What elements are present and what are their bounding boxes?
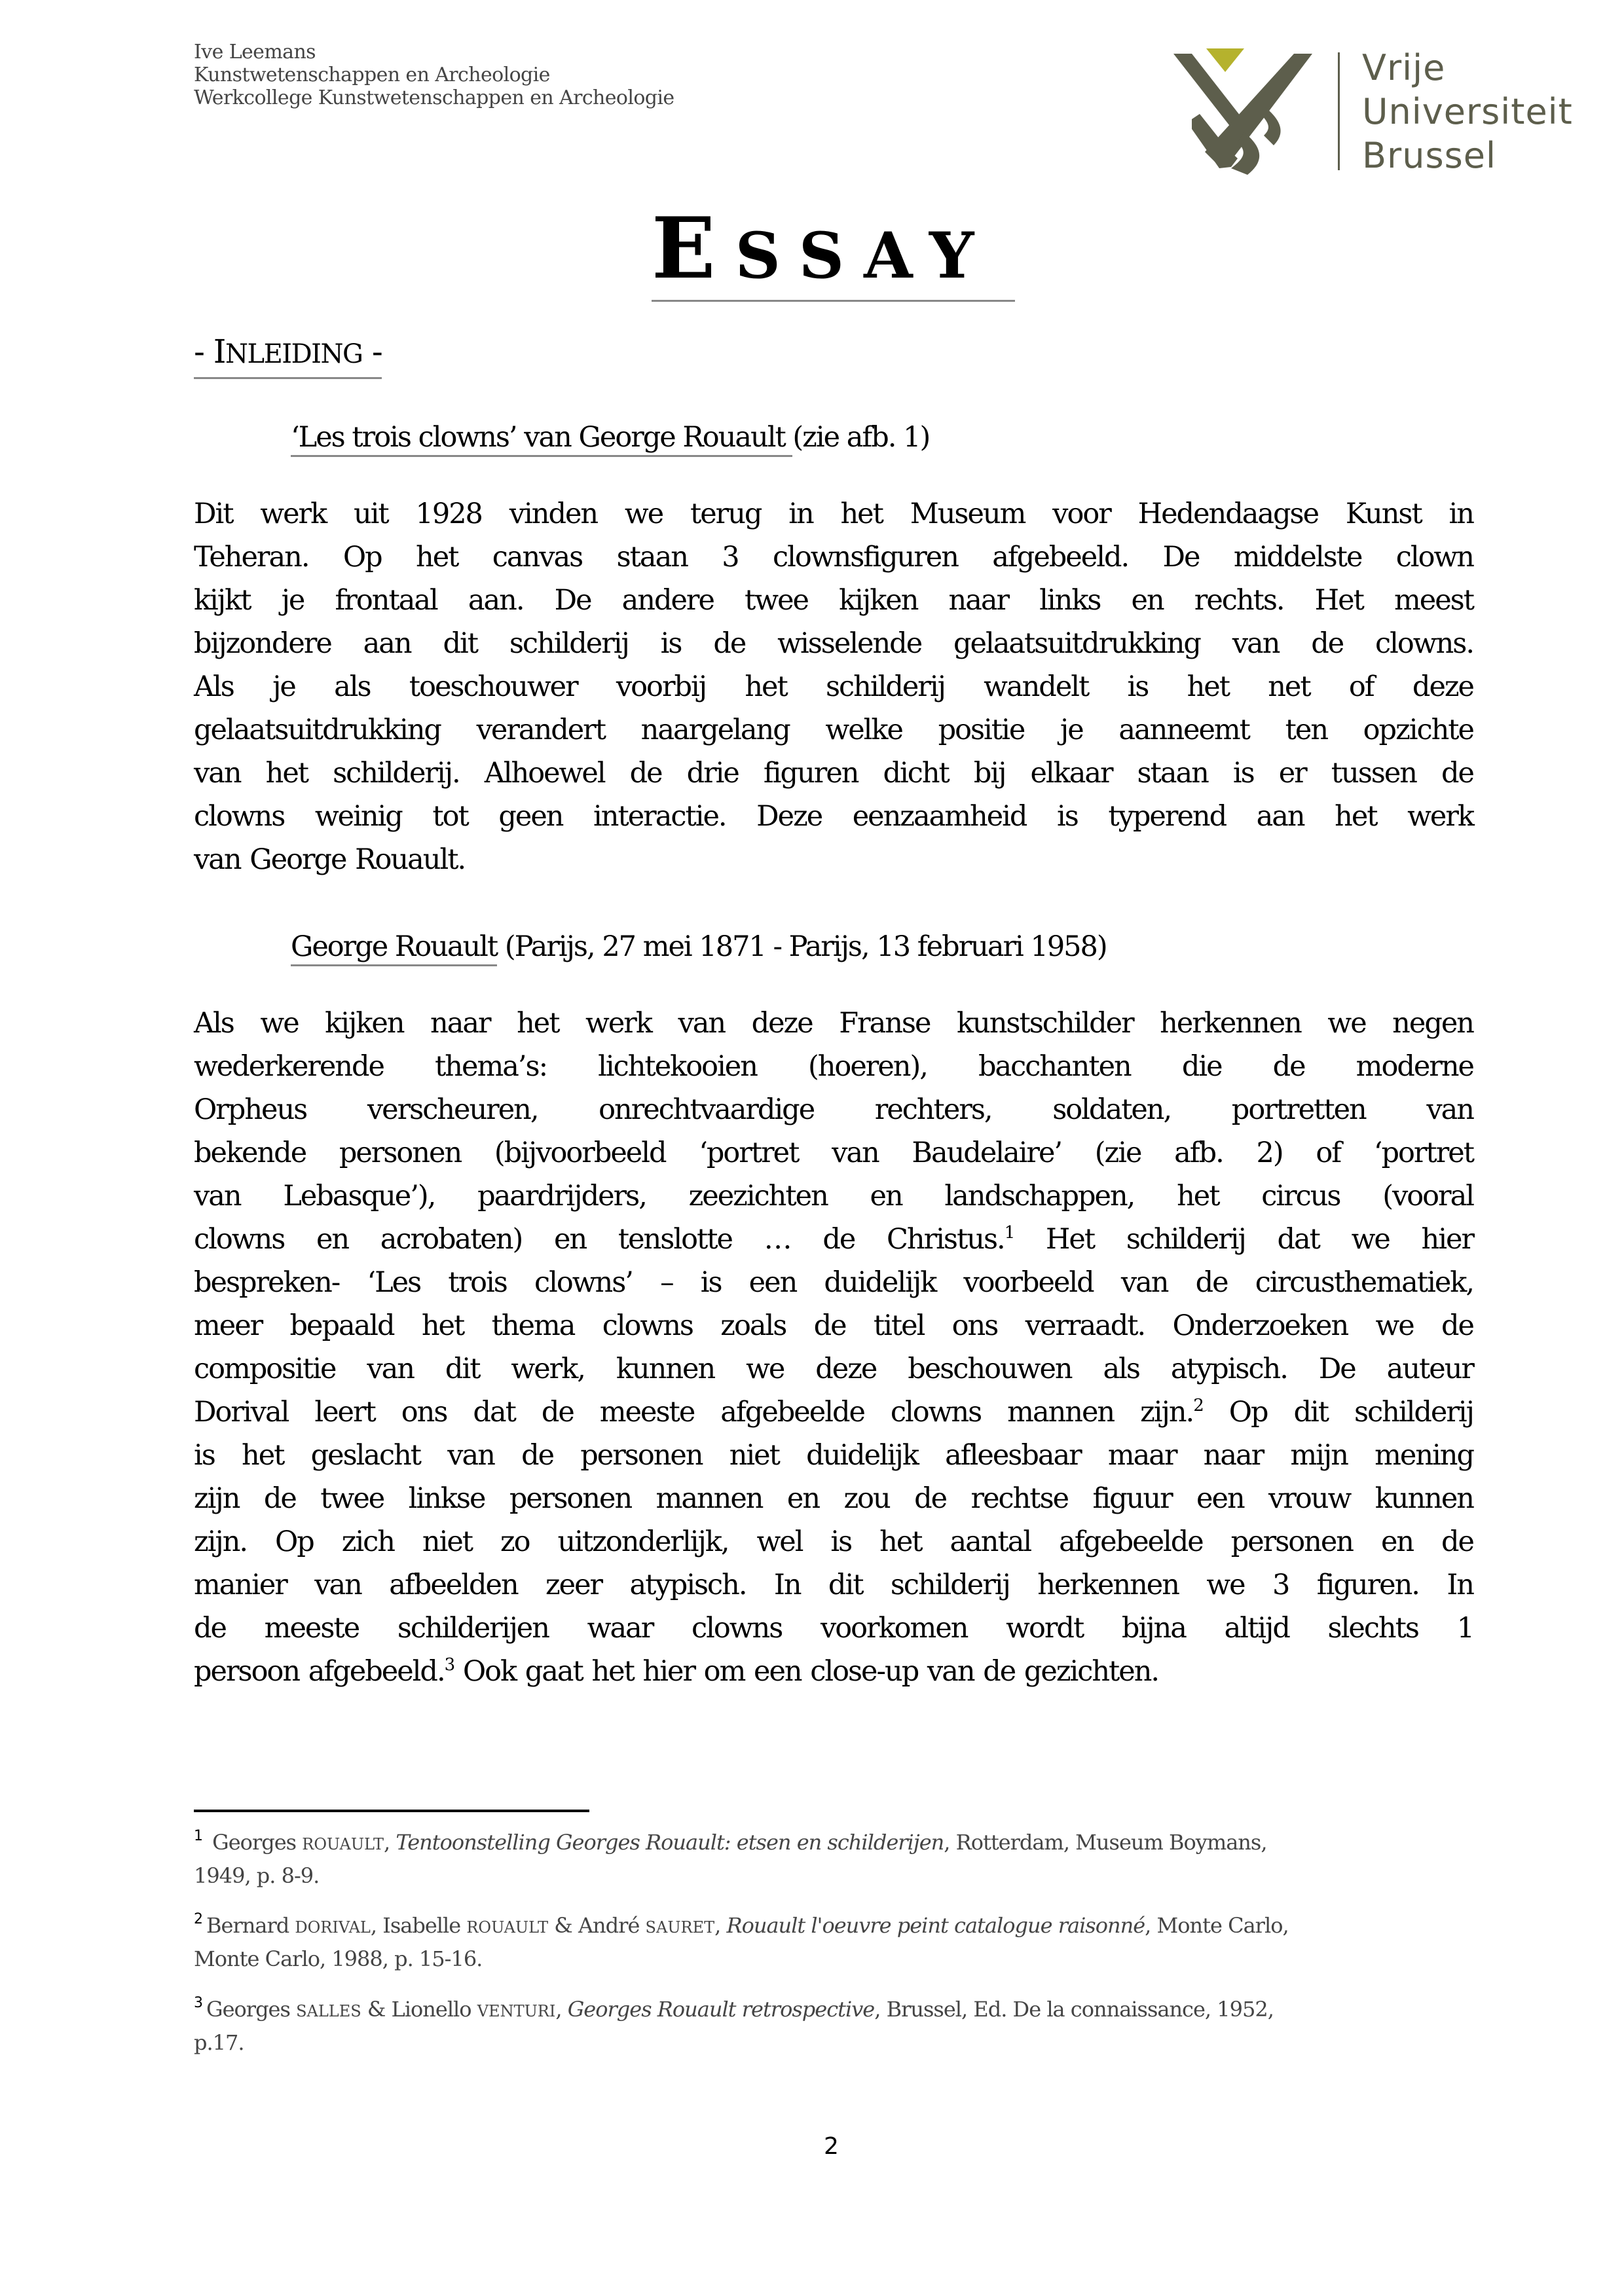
- section-heading-suffix: -: [362, 333, 382, 371]
- logo-divider: [1338, 52, 1340, 170]
- logo-line-universiteit: Universiteit: [1362, 91, 1573, 132]
- subheading-underlined: ‘Les trois clowns’ van George Rouault: [291, 421, 792, 457]
- footnote-line: p.17.: [194, 2030, 244, 2055]
- logo-wordmark: [1362, 46, 1573, 177]
- paragraph-line: de meeste schilderijen waar clowns voorkomen wordt bijna altijd slechts 1: [194, 1612, 1473, 1645]
- separator: ,: [714, 1913, 727, 1938]
- subheading-underlined: George Rouault: [291, 930, 497, 966]
- course-name: Werkcollege Kunstwetenschappen en Archeologie: [194, 86, 674, 109]
- page-title: [652, 200, 1015, 302]
- footnote-line: [194, 1994, 1477, 2027]
- footnote-line: Monte Carlo, 1988, p. 15-16.: [194, 1946, 483, 1971]
- publication-info: , Monte Carlo,: [1145, 1913, 1289, 1938]
- footnote-1: [194, 1827, 1477, 1891]
- author-last: ROUAULT: [302, 1835, 384, 1853]
- paragraph-line-with-note: [194, 1218, 1473, 1261]
- paragraph-line: meer bepaald het thema clowns zoals de titel ons verraadt. Onderzoeken we de: [194, 1309, 1473, 1342]
- line-text: Op dit schilderij: [1202, 1396, 1473, 1429]
- paragraph-line: is het geslacht van de personen niet duidelijk afleesbaar maar naar mijn mening: [194, 1439, 1473, 1472]
- subheading-rest: (zie afb. 1): [792, 421, 930, 454]
- section-heading-prefix: - I: [194, 333, 226, 371]
- work-title: Rouault l'oeuvre peint catalogue raisonné: [726, 1913, 1145, 1938]
- paragraph-line: zijn. Op zich niet zo uitzonderlijk, wel is het aantal afgebeelde personen en de: [194, 1525, 1473, 1558]
- footnote-number: 2: [194, 1911, 202, 1927]
- author-last: SALLES: [296, 2002, 361, 2020]
- author-last: DORIVAL: [295, 1918, 371, 1937]
- paragraph-line: bekende personen (bijvoorbeeld ‘portret van Baudelaire’ (zie afb. 2) of ‘portret: [194, 1137, 1473, 1169]
- paragraph-line: gelaatsuitdrukking verandert naargelang welke positie je aanneemt ten opzichte: [194, 714, 1473, 746]
- paragraph-line: wederkerende thema’s: lichtekooien (hoeren), bacchanten die de moderne: [194, 1050, 1473, 1083]
- paragraph-line: clowns weinig tot geen interactie. Deze eenzaamheid is typerend aan het werk: [194, 800, 1473, 833]
- work-title: Georges Rouault retrospective: [567, 1997, 875, 2022]
- subheading-george-rouault: [291, 928, 1107, 965]
- line-text: Het schilderij dat we hier: [1014, 1223, 1473, 1256]
- paragraph-line: Als we kijken naar het werk van deze Franse kunstschilder herkennen we negen: [194, 1007, 1473, 1040]
- paragraph-line-with-note: [194, 1650, 1473, 1693]
- author-first: Georges: [212, 1830, 303, 1855]
- footnote-separator: [194, 1810, 589, 1812]
- paragraph-line: compositie van dit werk, kunnen we deze beschouwen als atypisch. De auteur: [194, 1353, 1473, 1385]
- vub-logo-mark-icon: [1166, 41, 1323, 178]
- paragraph-line: van Lebasque’), paardrijders, zeezichten en landschappen, het circus (vooral: [194, 1180, 1473, 1212]
- line-text: Ook gaat het hier om een close-up van de gezichten.: [454, 1655, 1159, 1688]
- title-rest: SSAY: [735, 219, 994, 293]
- separator: ,: [384, 1830, 396, 1855]
- author-first: Bernard: [206, 1913, 295, 1938]
- title-first-letter: E: [652, 200, 735, 298]
- footnote-line: [194, 1827, 1477, 1860]
- section-heading-inleiding: [194, 331, 382, 379]
- footnote-number: 3: [194, 1995, 202, 2011]
- subheading-rest: (Parijs, 27 mei 1871 - Parijs, 13 februari 1958): [497, 930, 1107, 963]
- paragraph-line: bespreken- ‘Les trois clowns’ – is een duidelijk voorbeeld van de circusthematiek,: [194, 1266, 1473, 1299]
- footnote-2: [194, 1910, 1477, 1975]
- header-meta: [194, 41, 674, 109]
- author-first: & Lionello: [361, 1997, 477, 2022]
- subheading-les-trois-clowns: [291, 419, 929, 456]
- author-last: ROUAULT: [466, 1918, 549, 1937]
- paragraph-line: Teheran. Op het canvas staan 3 clownsfiguren afgebeeld. De middelste clown: [194, 541, 1473, 574]
- page-number: 2: [824, 2133, 839, 2160]
- separator: ,: [555, 1997, 568, 2022]
- paragraph-intro: [194, 492, 1473, 881]
- paragraph-line: manier van afbeelden zeer atypisch. In dit schilderij herkennen we 3 figuren. In: [194, 1569, 1473, 1601]
- line-text: persoon afgebeeld.: [194, 1655, 445, 1688]
- department: Kunstwetenschappen en Archeologie: [194, 64, 550, 86]
- footnote-ref-2[interactable]: 2: [1193, 1396, 1203, 1415]
- paragraph-line: Orpheus verscheuren, onrechtvaardige rechters, soldaten, portretten van: [194, 1093, 1473, 1126]
- paragraph-line: zijn de twee linkse personen mannen en zou de rechtse figuur een vrouw kunnen: [194, 1482, 1473, 1515]
- line-text: clowns en acrobaten) en tenslotte … de Christus.: [194, 1223, 1005, 1256]
- footnote-number: 1: [194, 1828, 202, 1844]
- publication-info: , Rotterdam, Museum Boymans,: [944, 1830, 1267, 1855]
- footnote-ref-1[interactable]: 1: [1004, 1223, 1014, 1243]
- author-first: & André: [548, 1913, 646, 1938]
- author-name: Ive Leemans: [194, 41, 316, 64]
- paragraph-line: van George Rouault.: [194, 843, 466, 876]
- footnote-line: [194, 1910, 1477, 1943]
- logo-line-vrije: Vrije: [1362, 47, 1446, 88]
- paragraph-line: Dit werk uit 1928 vinden we terug in het Museum voor Hedendaagse Kunst in: [194, 498, 1473, 530]
- footnote-ref-3[interactable]: 3: [444, 1655, 454, 1675]
- logo-line-brussel: Brussel: [1362, 135, 1496, 176]
- work-title: Tentoonstelling Georges Rouault: etsen en schilderijen: [396, 1830, 944, 1855]
- author-first: , Isabelle: [370, 1913, 467, 1938]
- paragraph-line: Als je als toeschouwer voorbij het schilderij wandelt is het net of deze: [194, 670, 1473, 703]
- paragraph-themes: [194, 1002, 1473, 1693]
- author-last: VENTURI: [477, 2002, 556, 2020]
- footnote-line: 1949, p. 8-9.: [194, 1863, 320, 1888]
- paragraph-line: bijzondere aan dit schilderij is de wisselende gelaatsuitdrukking van de clowns.: [194, 627, 1473, 660]
- publication-info: , Brussel, Ed. De la connaissance, 1952,: [874, 1997, 1274, 2022]
- author-first: Georges: [206, 1997, 297, 2022]
- paragraph-line: kijkt je frontaal aan. De andere twee kijken naar links en rechts. Het meest: [194, 584, 1473, 617]
- line-text: Dorival leert ons dat de meeste afgebeelde clowns mannen zijn.: [194, 1396, 1194, 1429]
- paragraph-line: van het schilderij. Alhoewel de drie figuren dicht bij elkaar staan is er tussen de: [194, 757, 1473, 790]
- author-last: SAURET: [645, 1918, 715, 1937]
- paragraph-line-with-note: [194, 1391, 1473, 1434]
- footnote-3: [194, 1994, 1477, 2058]
- section-heading-smallcaps: NLEIDING: [225, 339, 363, 369]
